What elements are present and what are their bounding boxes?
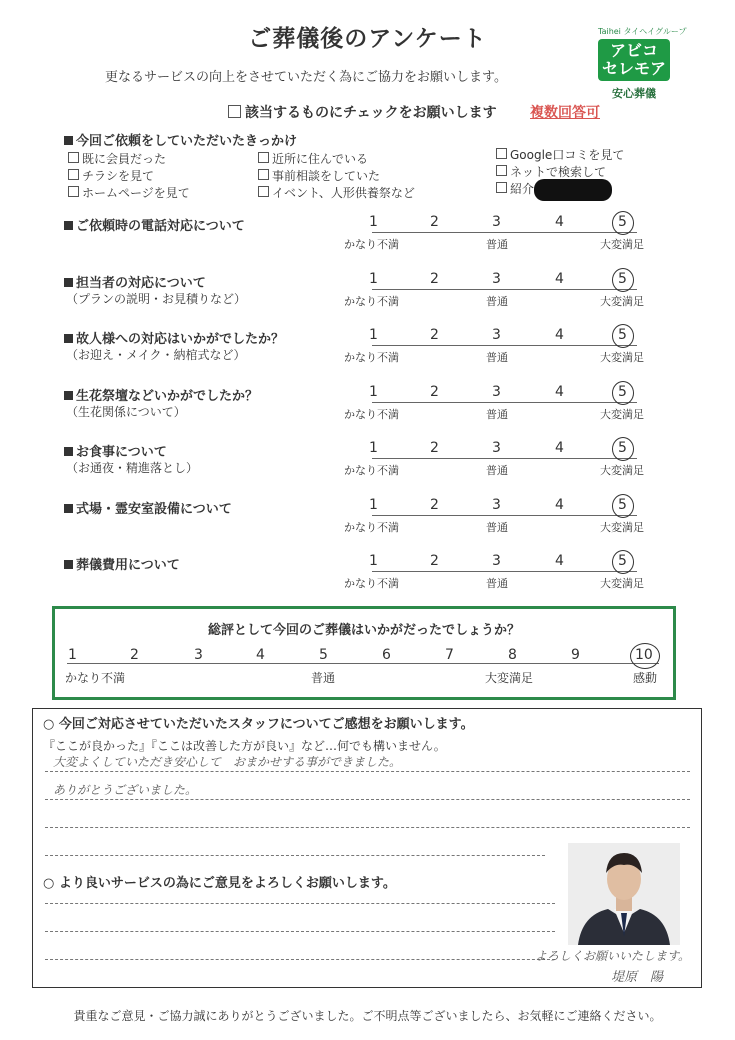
question-title-text: 担当者の対応について	[76, 276, 206, 291]
checkbox-icon[interactable]	[258, 169, 269, 180]
overall-option-2[interactable]: 2	[130, 647, 139, 663]
check-instruction-text: 該当するものにチェックをお願いします	[245, 105, 497, 121]
logo-line-1: アビコ	[609, 41, 658, 60]
logo-mark	[598, 39, 670, 81]
scale-label-mid: 普通	[486, 295, 508, 308]
option-flyer[interactable]	[68, 167, 154, 184]
scale-option-4[interactable]: 4	[555, 384, 564, 400]
scale-line	[372, 345, 637, 346]
selected-circle-mark	[612, 268, 634, 292]
scale-option-3[interactable]: 3	[492, 553, 501, 569]
question-title-text: 故人様への対応はいかがでしたか？	[76, 332, 285, 347]
scale-line	[372, 402, 637, 403]
selected-circle-mark	[612, 211, 634, 235]
option-google-reviews[interactable]	[496, 146, 624, 163]
overall-label-high: 大変満足	[485, 671, 534, 685]
scale-label-low: かなり不満	[344, 577, 399, 590]
scale-option-3[interactable]: 3	[492, 440, 501, 456]
question-title-text: 生花祭壇などいかがでしたか？	[76, 389, 259, 404]
scale-option-1[interactable]: 1	[369, 497, 378, 513]
answer-line	[45, 771, 690, 772]
checkbox-icon[interactable]	[68, 169, 79, 180]
selected-circle-mark	[612, 381, 634, 405]
checkbox-icon[interactable]	[496, 182, 507, 193]
scale-option-5[interactable]: 5	[618, 553, 627, 569]
overall-option-3[interactable]: 3	[194, 647, 203, 663]
scale-label-low: かなり不満	[344, 408, 399, 421]
option-referral[interactable]	[496, 180, 534, 197]
question-subtitle: （お通夜・精進落とし）	[66, 461, 199, 475]
question-title	[64, 328, 284, 347]
scale-line	[372, 571, 637, 572]
option-nearby[interactable]	[258, 150, 368, 167]
overall-option-5[interactable]: 5	[319, 647, 328, 663]
overall-label-low: かなり不満	[65, 671, 126, 685]
scale-option-4[interactable]: 4	[555, 214, 564, 230]
selected-circle-mark	[630, 643, 660, 669]
scale-label-low: かなり不満	[344, 238, 399, 251]
question-title	[64, 385, 258, 404]
question-subtitle: （生花関係について）	[66, 405, 186, 419]
scale-line	[372, 515, 637, 516]
checkbox-icon[interactable]	[496, 165, 507, 176]
staff-feedback-heading-text: 今回ご対応させていただいたスタッフについてご感想をお願いします。	[58, 717, 474, 732]
option-member[interactable]	[68, 150, 166, 167]
company-logo	[598, 26, 687, 101]
scale-option-5[interactable]: 5	[618, 440, 627, 456]
overall-label-mid: 普通	[311, 671, 336, 685]
scale-option-5[interactable]: 5	[618, 384, 627, 400]
question-title-text: 葬儀費用について	[76, 558, 180, 573]
question-title	[64, 554, 180, 573]
handwritten-comment-1: 大変よくしていただき安心して おまかせする事ができました。	[53, 755, 402, 769]
checkbox-icon[interactable]	[496, 148, 507, 159]
checkbox-icon[interactable]	[258, 186, 269, 197]
scale-option-1[interactable]: 1	[369, 271, 378, 287]
question-title-text: お食事について	[76, 445, 167, 460]
scale-line	[372, 232, 637, 233]
logo-line-2: セレモア	[601, 59, 666, 78]
option-label: 近所に住んでいる	[272, 152, 369, 166]
option-web-search[interactable]	[496, 163, 606, 180]
square-bullet-icon	[64, 221, 73, 230]
staff-feedback-heading: ○ 今回ご対応させていただいたスタッフについてご感想をお願いします。	[43, 717, 474, 732]
scale-option-4[interactable]: 4	[555, 553, 564, 569]
overall-option-4[interactable]: 4	[256, 647, 265, 663]
handwritten-comment-2: ありがとうございました。	[53, 783, 198, 797]
option-label: 紹介	[510, 182, 535, 196]
question-subtitle: （お迎え・メイク・納棺式など）	[66, 348, 246, 362]
option-label: チラシを見て	[82, 169, 155, 183]
scale-option-2[interactable]: 2	[430, 214, 439, 230]
answer-line	[45, 959, 555, 960]
overall-label-top: 感動	[633, 671, 658, 685]
scale-option-1[interactable]: 1	[369, 214, 378, 230]
option-label: 既に会員だった	[82, 152, 167, 166]
option-label: ネットで検索して	[510, 165, 607, 179]
checkbox-icon	[228, 105, 241, 118]
scale-option-3[interactable]: 3	[492, 327, 501, 343]
answer-line	[45, 855, 545, 856]
option-label: Google口コミを見て	[510, 148, 625, 162]
scale-label-low: かなり不満	[344, 521, 399, 534]
square-bullet-icon	[64, 391, 73, 400]
multiple-answers-note: 複数回答可	[530, 105, 600, 121]
scale-label-mid: 普通	[486, 351, 508, 364]
scale-option-3[interactable]: 3	[492, 384, 501, 400]
staff-photo	[568, 843, 680, 945]
option-label: ホームページを見て	[82, 186, 190, 200]
scale-line	[372, 289, 637, 290]
staff-portrait-icon	[568, 843, 680, 945]
overall-option-7[interactable]: 7	[445, 647, 454, 663]
page-title: ご葬儀後のアンケート	[248, 26, 487, 52]
scale-option-2[interactable]: 2	[430, 440, 439, 456]
overall-scale-line	[67, 663, 659, 664]
overall-option-8[interactable]: 8	[508, 647, 517, 663]
question-title	[64, 498, 232, 517]
answer-line	[45, 903, 555, 904]
question-title	[64, 272, 206, 291]
scale-option-5[interactable]: 5	[618, 271, 627, 287]
checkbox-icon[interactable]	[68, 186, 79, 197]
scale-line	[372, 458, 637, 459]
selected-circle-mark	[612, 550, 634, 574]
question-title	[64, 215, 245, 234]
reason-heading-text: 今回ご依頼をしていただいたきっかけ	[76, 134, 298, 149]
scale-label-high: 大変満足	[600, 408, 644, 421]
scale-label-low: かなり不満	[344, 295, 399, 308]
scale-option-2[interactable]: 2	[430, 271, 439, 287]
footer-note: 貴重なご意見・ご協力誠にありがとうございました。ご不明点等ございましたら、お気軽にご連絡ください。	[73, 1009, 662, 1023]
selected-circle-mark	[612, 494, 634, 518]
option-label: イベント、人形供養祭など	[272, 186, 415, 200]
scale-option-5[interactable]: 5	[618, 497, 627, 513]
overall-option-1[interactable]: 1	[68, 647, 77, 663]
scale-label-mid: 普通	[486, 408, 508, 421]
option-event[interactable]	[258, 184, 415, 201]
scale-option-2[interactable]: 2	[430, 384, 439, 400]
check-instruction	[228, 102, 497, 122]
overall-rating-box	[52, 606, 676, 700]
square-bullet-icon	[64, 136, 73, 145]
scale-label-high: 大変満足	[600, 464, 644, 477]
scale-label-mid: 普通	[486, 464, 508, 477]
selected-circle-mark	[612, 437, 634, 461]
option-label: 事前相談をしていた	[272, 169, 381, 183]
scale-option-2[interactable]: 2	[430, 497, 439, 513]
scale-option-4[interactable]: 4	[555, 327, 564, 343]
option-homepage[interactable]	[68, 184, 190, 201]
scale-label-mid: 普通	[486, 238, 508, 251]
staff-message: よろしくお願いいたします。	[535, 949, 691, 963]
scale-label-mid: 普通	[486, 521, 508, 534]
scale-label-high: 大変満足	[600, 577, 644, 590]
scale-option-1[interactable]: 1	[369, 327, 378, 343]
logo-group-name: Taihei タイヘイグループ	[598, 27, 687, 36]
square-bullet-icon	[64, 560, 73, 569]
question-subtitle: （プランの説明・お見積りなど）	[66, 292, 247, 306]
scale-option-1[interactable]: 1	[369, 553, 378, 569]
overall-option-10[interactable]: 10	[635, 647, 653, 663]
checkbox-icon[interactable]	[68, 152, 79, 163]
scale-label-high: 大変満足	[600, 521, 644, 534]
question-title	[64, 441, 167, 460]
answer-line	[45, 827, 690, 828]
square-bullet-icon	[64, 504, 73, 513]
question-title-text: ご依頼時の電話対応について	[76, 219, 245, 234]
scale-label-high: 大変満足	[600, 238, 644, 251]
scale-option-3[interactable]: 3	[492, 271, 501, 287]
scale-option-4[interactable]: 4	[555, 440, 564, 456]
page-subtitle: 更なるサービスの向上をさせていただく為にご協力をお願いします。	[105, 70, 507, 85]
square-bullet-icon	[64, 278, 73, 287]
square-bullet-icon	[64, 334, 73, 343]
question-title-text: 式場・霊安室設備について	[76, 502, 232, 517]
reason-heading	[64, 130, 297, 149]
staff-feedback-hint: 『ここが良かった』『ここは改善した方が良い』など…何でも構いません。	[43, 739, 446, 753]
scale-label-high: 大変満足	[600, 295, 644, 308]
answer-line	[45, 931, 555, 932]
scale-label-mid: 普通	[486, 577, 508, 590]
overall-option-6[interactable]: 6	[382, 647, 391, 663]
scale-option-5[interactable]: 5	[618, 327, 627, 343]
answer-line	[45, 799, 690, 800]
scale-option-5[interactable]: 5	[618, 214, 627, 230]
selected-circle-mark	[612, 324, 634, 348]
scale-label-high: 大変満足	[600, 351, 644, 364]
overall-option-9[interactable]: 9	[571, 647, 580, 663]
scale-option-3[interactable]: 3	[492, 214, 501, 230]
redaction-mark	[534, 179, 612, 201]
scale-label-low: かなり不満	[344, 464, 399, 477]
logo-tagline: 安心葬儀	[612, 87, 656, 100]
scale-option-2[interactable]: 2	[430, 327, 439, 343]
checkbox-icon[interactable]	[258, 152, 269, 163]
scale-option-4[interactable]: 4	[555, 271, 564, 287]
scale-label-low: かなり不満	[344, 351, 399, 364]
service-feedback-heading: ○ より良いサービスの為にご意見をよろしくお願いします。	[43, 876, 396, 891]
square-bullet-icon	[64, 447, 73, 456]
option-consultation[interactable]	[258, 167, 380, 184]
scale-option-4[interactable]: 4	[555, 497, 564, 513]
scale-option-3[interactable]: 3	[492, 497, 501, 513]
scale-option-1[interactable]: 1	[369, 384, 378, 400]
staff-name: 堤原 陽	[611, 970, 664, 985]
scale-option-2[interactable]: 2	[430, 553, 439, 569]
scale-option-1[interactable]: 1	[369, 440, 378, 456]
overall-question: 総評として今回のご葬儀はいかがだったでしょうか？	[207, 623, 520, 638]
service-feedback-heading-text: より良いサービスの為にご意見をよろしくお願いします。	[58, 876, 396, 891]
